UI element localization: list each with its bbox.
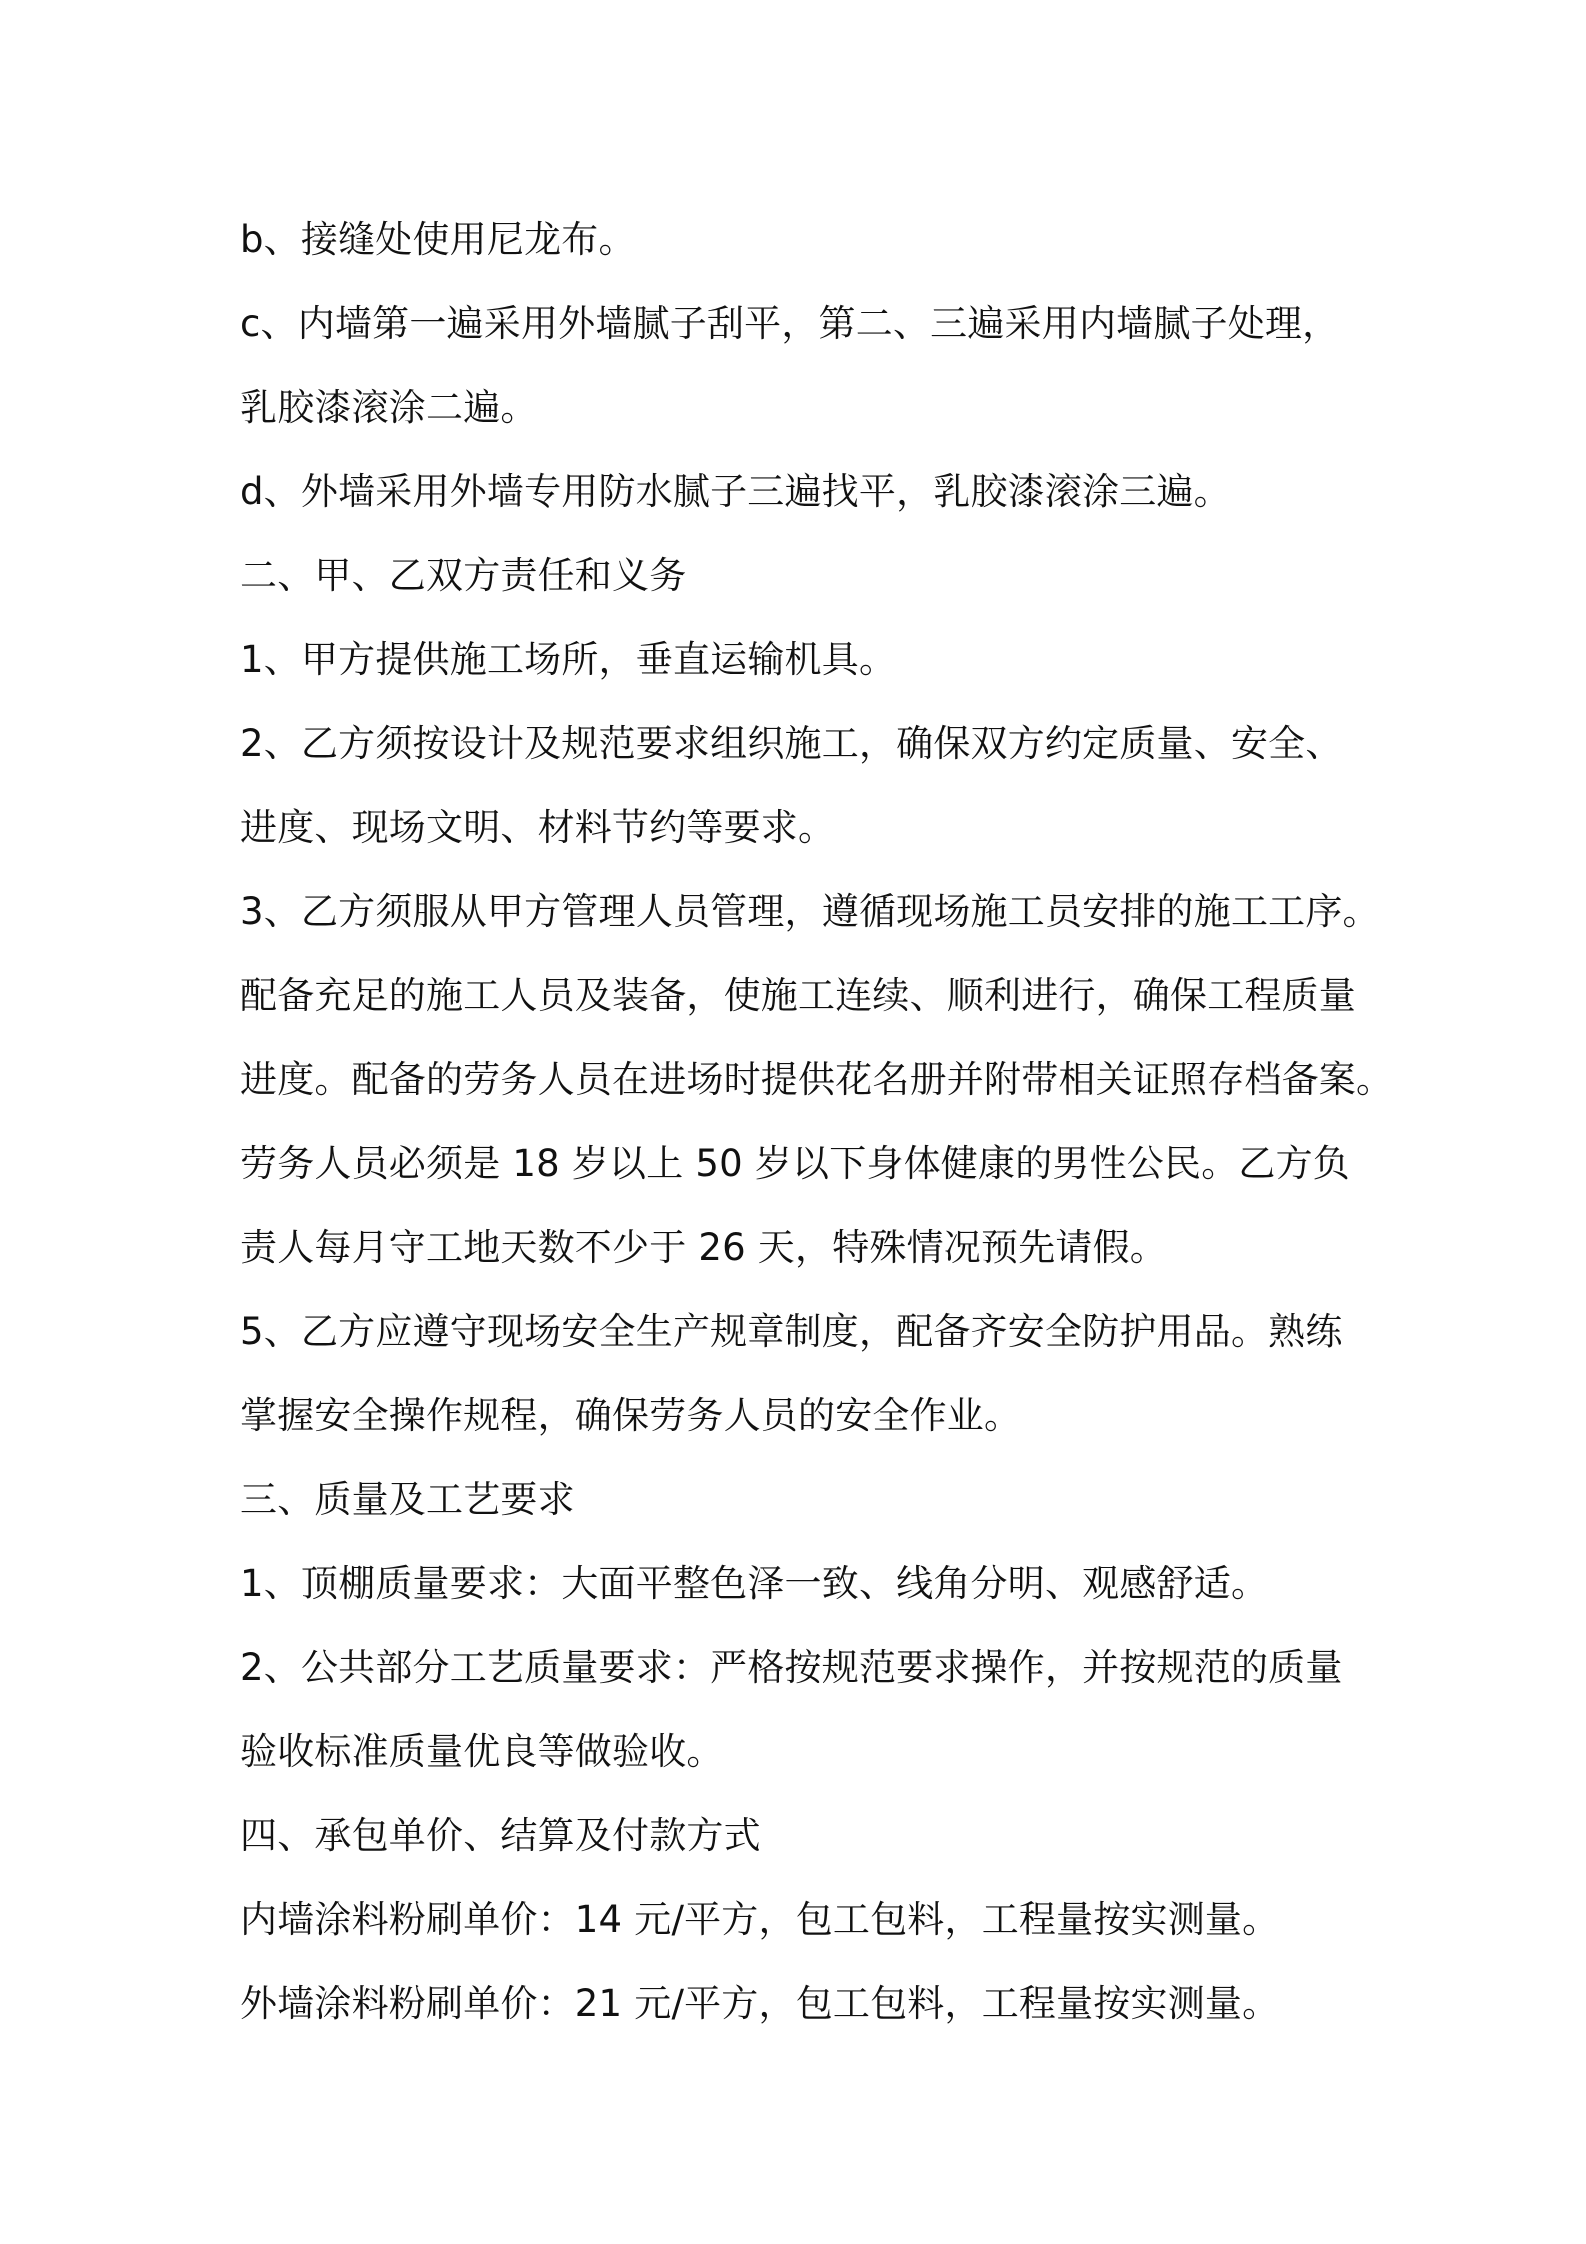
text-line: 2、公共部分工艺质量要求：严格按规范要求操作，并按规范的质量 (240, 1646, 1343, 1689)
text-line: 乳胶漆滚涂二遍。 (240, 386, 538, 429)
text-line: 1、甲方提供施工场所，垂直运输机具。 (240, 638, 897, 681)
section-heading: 二、甲、乙双方责任和义务 (240, 554, 687, 597)
text-line: 进度、现场文明、材料节约等要求。 (240, 806, 836, 849)
text-line: 2、乙方须按设计及规范要求组织施工，确保双方约定质量、安全、 (240, 722, 1343, 765)
section-heading: 四、承包单价、结算及付款方式 (240, 1814, 761, 1857)
section-heading: 三、质量及工艺要求 (240, 1478, 575, 1521)
text-line: 验收标准质量优良等做验收。 (240, 1730, 724, 1773)
text-line: 掌握安全操作规程，确保劳务人员的安全作业。 (240, 1394, 1022, 1437)
document-body (240, 198, 1394, 2046)
text-line: 责人每月守工地天数不少于 26 天，特殊情况预先请假。 (240, 1226, 1168, 1269)
text-line: 3、乙方须服从甲方管理人员管理，遵循现场施工员安排的施工工序。 (240, 890, 1380, 933)
text-line: 外墙涂料粉刷单价：21 元/平方，包工包料，工程量按实测量。 (240, 1982, 1280, 2025)
text-line: 劳务人员必须是 18 岁以上 50 岁以下身体健康的男性公民。乙方负 (240, 1142, 1351, 1185)
text-line: 1、顶棚质量要求：大面平整色泽一致、线角分明、观感舒适。 (240, 1562, 1269, 1605)
text-line: 进度。配备的劳务人员在进场时提供花名册并附带相关证照存档备案。 (240, 1058, 1394, 1101)
text-line: c、内墙第一遍采用外墙腻子刮平，第二、三遍采用内墙腻子处理， (240, 302, 1340, 345)
text-line: b、接缝处使用尼龙布。 (240, 218, 636, 261)
text-line: 内墙涂料粉刷单价：14 元/平方，包工包料，工程量按实测量。 (240, 1898, 1280, 1941)
text-line: d、外墙采用外墙专用防水腻子三遍找平，乳胶漆滚涂三遍。 (240, 470, 1231, 513)
text-line: 配备充足的施工人员及装备，使施工连续、顺利进行，确保工程质量 (240, 974, 1356, 1017)
text-line: 5、乙方应遵守现场安全生产规章制度，配备齐安全防护用品。熟练 (240, 1310, 1343, 1353)
